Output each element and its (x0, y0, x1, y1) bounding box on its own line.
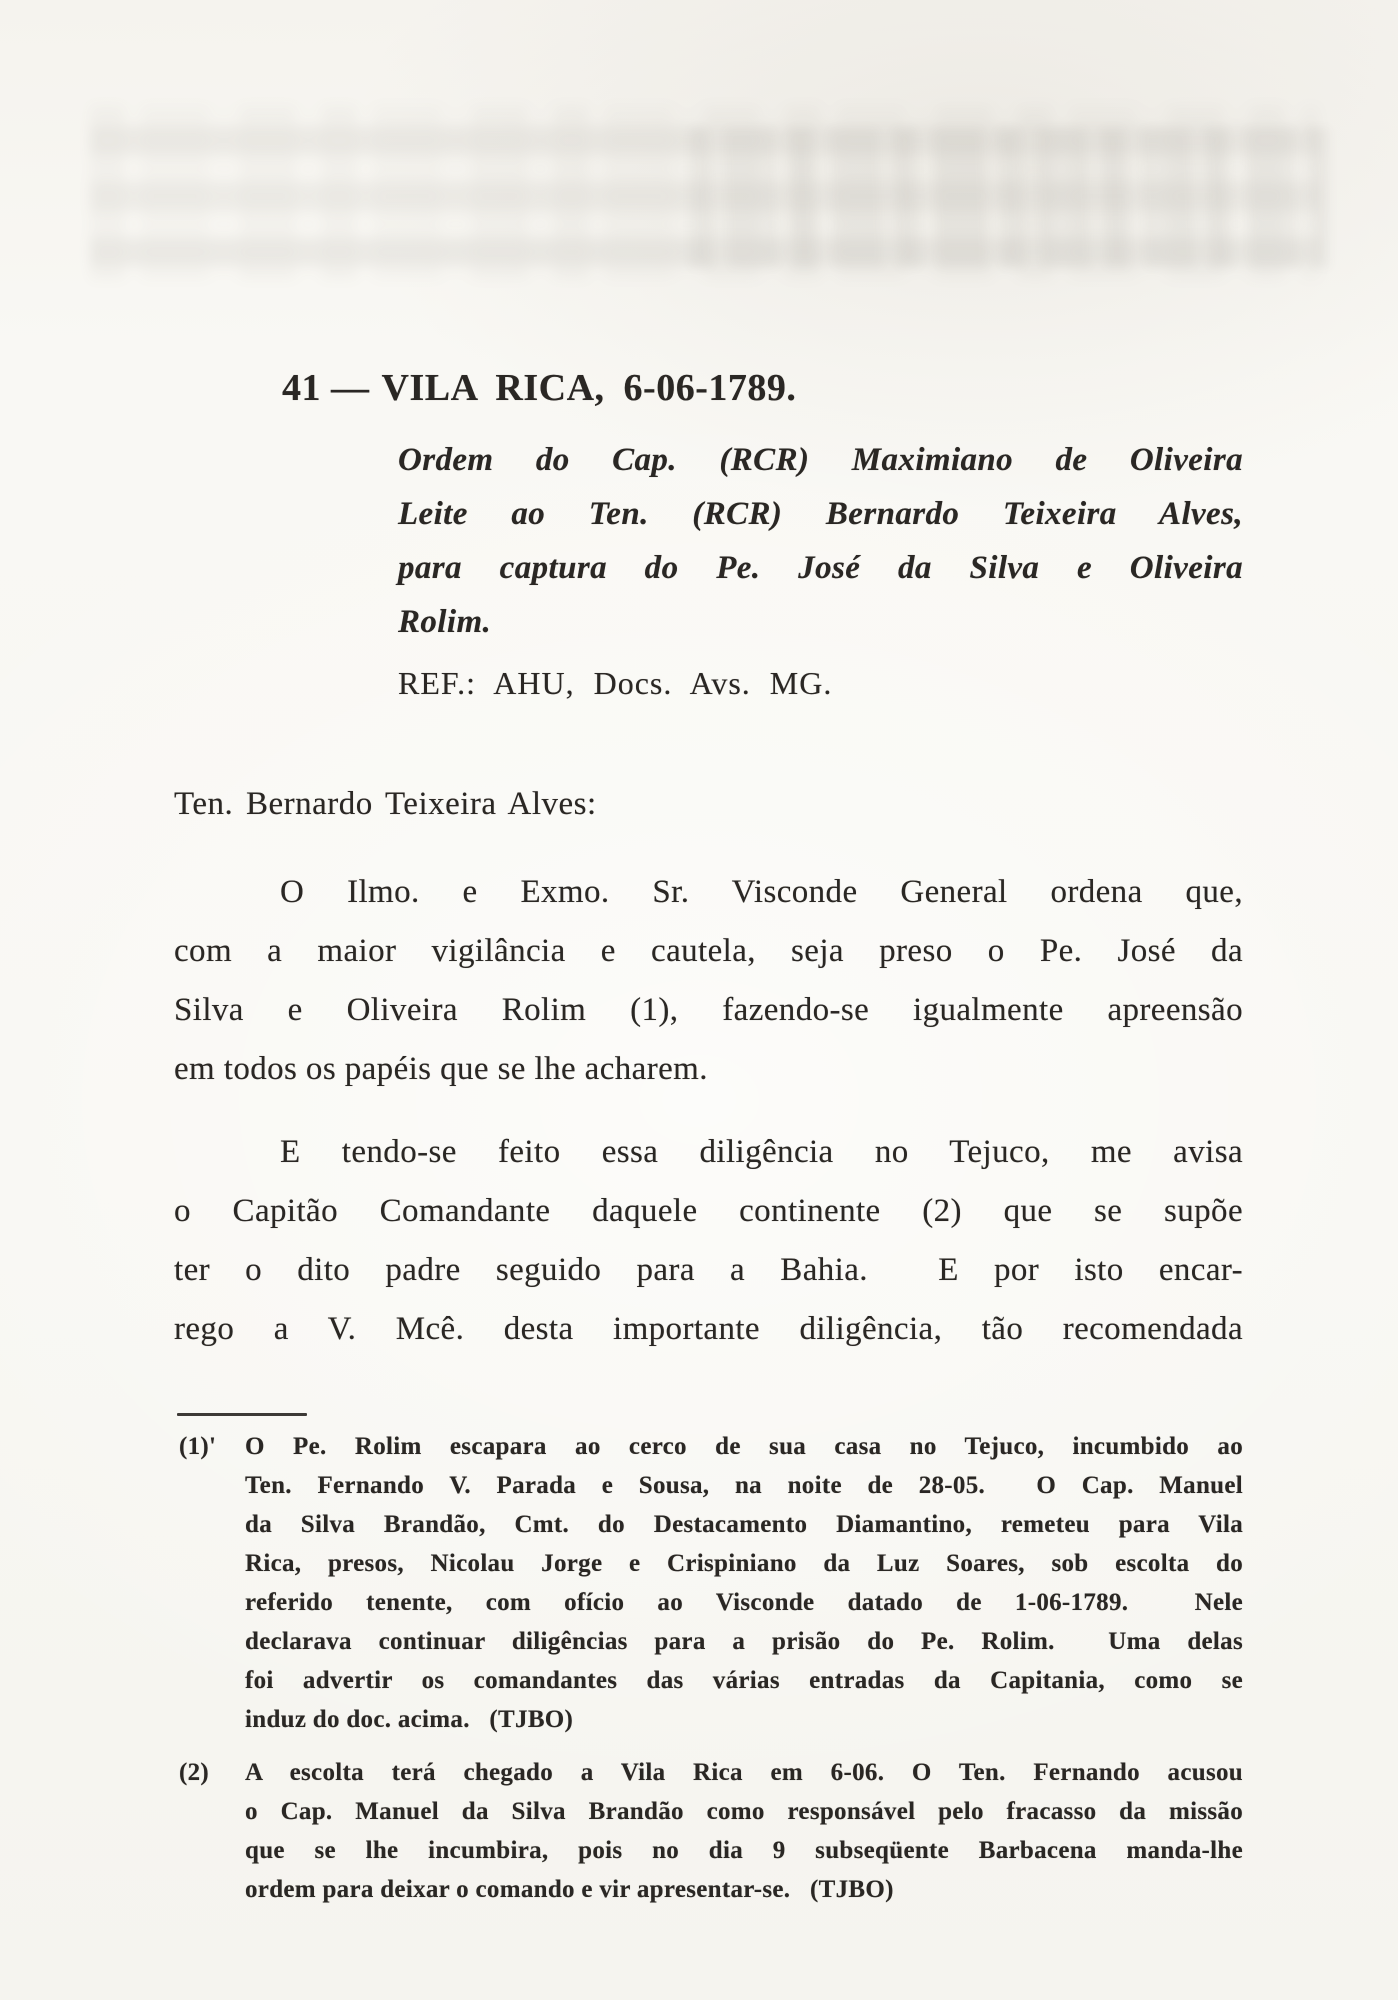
body-text-line: ter o dito padre seguido para a Bahia. E por isto encar- (174, 1252, 1243, 1288)
footnote-2-text (245, 1753, 1243, 1909)
body-text-line: rego a V. Mcê. desta importante diligência, tão recomendada (174, 1311, 1243, 1347)
footnote-text-line: referido tenente, com ofício ao Visconde datado de 1-06-1789. Nele (245, 1589, 1243, 1616)
footnote-text-line: induz do doc. acima. (TJBO) (245, 1706, 574, 1733)
footnote-1 (174, 1427, 1243, 1739)
document-heading (282, 368, 796, 408)
footnote-text-line: foi advertir os comandantes das várias entradas da Capitania, como se (245, 1667, 1243, 1694)
body-text-line: o Capitão Comandante daquele continente (2) que se supõe (174, 1193, 1243, 1229)
reference-line: REF.: AHU, Docs. Avs. MG. (398, 665, 833, 701)
summary-line: Leite ao Ten. (RCR) Bernardo Teixeira Alves, (398, 496, 1243, 532)
document-summary (398, 433, 1243, 649)
body-paragraph-2 (174, 1123, 1243, 1359)
body-text-line: com a maior vigilância e cautela, seja preso o Pe. José da (174, 933, 1243, 969)
heading-dash: — (331, 367, 370, 409)
body-text-line: Silva e Oliveira Rolim (1), fazendo-se igualmente apreensão (174, 992, 1243, 1028)
footnote-text-line: ordem para deixar o comando e vir apresentar-se. (TJBO) (245, 1876, 894, 1903)
footnote-text-line: o Cap. Manuel da Silva Brandão como responsável pelo fracasso da missão (245, 1798, 1243, 1825)
footnote-1-label: (1)' (179, 1433, 217, 1460)
summary-line: para captura do Pe. José da Silva e Oliveira (398, 550, 1243, 586)
footnote-text-line: que se lhe incumbira, pois no dia 9 subseqüente Barbacena manda-lhe (245, 1837, 1243, 1864)
footnote-text-line: Rica, presos, Nicolau Jorge e Crispiniano da Luz Soares, sob escolta do (245, 1550, 1243, 1577)
summary-line: Ordem do Cap. (RCR) Maximiano de Oliveira (398, 442, 1243, 478)
page-showthrough-ghost (690, 128, 1330, 268)
document-place-date: VILA RICA, 6-06-1789. (381, 367, 797, 409)
body-text-line: E tendo-se feito essa diligência no Tejuco, me avisa (280, 1134, 1243, 1170)
footnote-text-line: A escolta terá chegado a Vila Rica em 6-06. O Ten. Fernando acusou (245, 1759, 1243, 1786)
body-text-line: em todos os papéis que se lhe acharem. (174, 1051, 708, 1087)
body-text-line: O Ilmo. e Exmo. Sr. Visconde General ordena que, (280, 874, 1243, 910)
footnote-1-text (245, 1427, 1243, 1739)
summary-line: Rolim. (398, 604, 492, 640)
footnote-2 (174, 1753, 1243, 1909)
salutation-line: Ten. Bernardo Teixeira Alves: (174, 786, 597, 822)
footnote-separator-rule (177, 1413, 307, 1416)
footnote-text-line: Ten. Fernando V. Parada e Sousa, na noite de 28-05. O Cap. Manuel (245, 1472, 1243, 1499)
document-number: 41 (282, 367, 321, 409)
footnote-text-line: da Silva Brandão, Cmt. do Destacamento Diamantino, remeteu para Vila (245, 1511, 1243, 1538)
footnote-2-label: (2) (179, 1759, 210, 1786)
footnote-text-line: O Pe. Rolim escapara ao cerco de sua casa no Tejuco, incumbido ao (245, 1433, 1243, 1460)
footnote-text-line: declarava continuar diligências para a prisão do Pe. Rolim. Uma delas (245, 1628, 1243, 1655)
body-paragraph-1 (174, 863, 1243, 1099)
